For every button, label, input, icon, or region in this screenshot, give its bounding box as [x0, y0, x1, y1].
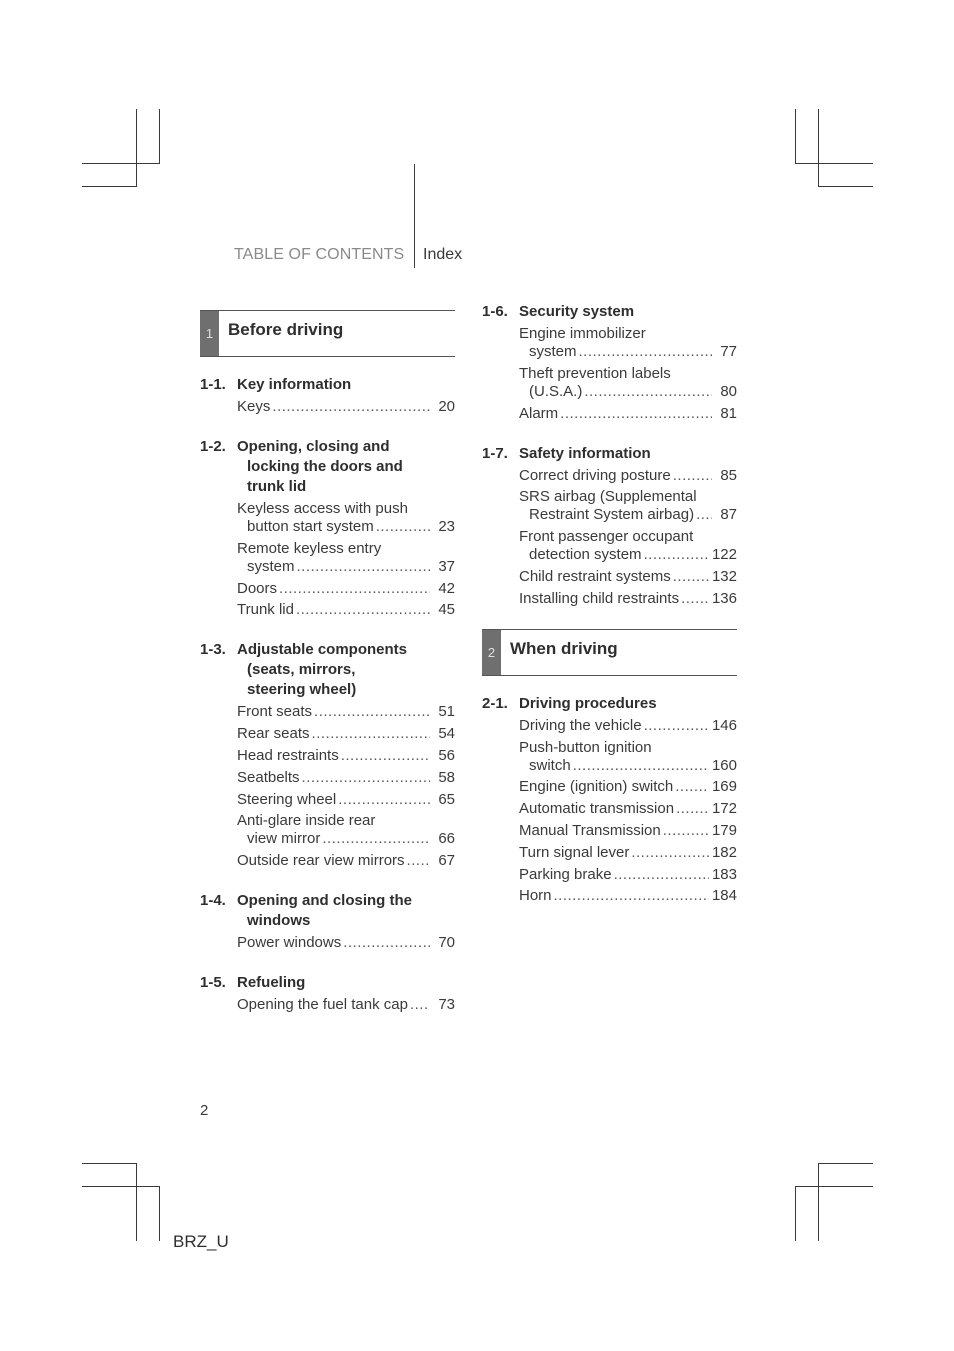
section-title-line: Opening and closing the	[237, 892, 413, 910]
toc-entry[interactable]	[200, 996, 455, 1014]
dot-leader	[579, 343, 712, 361]
page-ref: 85	[720, 466, 737, 484]
section-heading[interactable]	[482, 694, 737, 714]
dot-leader	[410, 996, 430, 1014]
entry-text-line: Front passenger occupant	[519, 528, 694, 546]
section-heading[interactable]	[482, 302, 737, 322]
index-link[interactable]: Index	[423, 246, 463, 263]
entry-text-line: Keyless access with push	[237, 500, 408, 517]
entry-text: system	[247, 557, 295, 575]
dot-leader	[673, 467, 712, 485]
section-title-line: Driving procedures	[519, 694, 657, 712]
section-title-line: trunk lid	[247, 478, 307, 495]
entry-row	[519, 800, 737, 818]
toc-entry[interactable]	[482, 528, 737, 564]
section-heading[interactable]	[482, 444, 737, 464]
toc-entry[interactable]	[200, 769, 455, 787]
dot-leader	[297, 558, 430, 576]
entry-row	[237, 747, 455, 765]
section-number: 1-2.	[200, 438, 226, 455]
chapter-number: 2	[482, 630, 501, 675]
toc-entry[interactable]	[200, 791, 455, 809]
page-ref: 37	[438, 557, 455, 575]
entry-row	[519, 383, 737, 401]
toc-section	[200, 640, 455, 870]
dot-leader	[676, 800, 709, 818]
toc-entry[interactable]	[482, 405, 737, 423]
chapter-number: 1	[200, 311, 219, 356]
entry-text: Engine (ignition) switch	[519, 778, 674, 796]
entry-text: view mirror	[247, 830, 321, 848]
section-title	[237, 437, 455, 497]
entry-text-line: Remote keyless entry	[237, 539, 382, 557]
entry-row	[237, 996, 455, 1014]
page-ref: 45	[438, 601, 455, 619]
dot-leader	[554, 887, 709, 905]
entry-text: Correct driving posture	[519, 466, 671, 484]
entry-row	[237, 791, 455, 809]
section-title	[519, 302, 737, 322]
entry-row	[237, 703, 455, 721]
section-number: 1-4.	[200, 892, 226, 910]
entry-row	[237, 769, 455, 787]
entry-text: Rear seats	[237, 725, 310, 743]
toc-section	[482, 302, 737, 423]
dot-leader	[302, 769, 430, 787]
toc-section	[200, 891, 455, 952]
entry-text: system	[529, 343, 577, 360]
page-ref: 179	[711, 821, 737, 839]
entry-row	[519, 822, 737, 840]
toc-entry[interactable]	[482, 800, 737, 818]
dot-leader	[663, 822, 709, 840]
entry-row	[519, 467, 737, 485]
entry-text: detection system	[529, 546, 642, 564]
section-title	[519, 444, 737, 464]
section-title-line: steering wheel)	[247, 681, 357, 699]
dot-leader	[343, 934, 430, 952]
toc-entry[interactable]	[482, 365, 737, 401]
section-title	[237, 640, 455, 700]
section-title-line: Refueling	[237, 974, 306, 992]
entry-text: Manual Transmission	[519, 821, 661, 839]
entry-row	[237, 580, 455, 598]
dot-leader	[341, 747, 430, 765]
entry-text: Trunk lid	[237, 601, 294, 619]
page-ref: 54	[438, 725, 455, 743]
page-ref: 169	[711, 778, 737, 796]
dot-leader	[644, 546, 709, 564]
page-ref: 184	[711, 887, 737, 905]
dot-leader	[338, 791, 430, 809]
dot-leader	[376, 518, 430, 536]
entry-row	[237, 725, 455, 743]
dot-leader	[312, 725, 430, 743]
toc-entry[interactable]	[200, 725, 455, 743]
dot-leader	[296, 601, 430, 619]
page-ref: 132	[711, 567, 737, 585]
entry-text: Seatbelts	[237, 768, 300, 786]
section-title-line: windows	[247, 912, 311, 930]
entry-row	[519, 506, 737, 524]
toc-entry[interactable]	[200, 398, 455, 416]
page-ref: 23	[438, 518, 455, 535]
dot-leader	[272, 398, 430, 416]
entry-text: Child restraint systems	[519, 567, 671, 585]
section-title	[519, 694, 737, 714]
page-ref: 51	[438, 703, 455, 721]
entry-text: Front seats	[237, 703, 313, 721]
toc-entry[interactable]	[482, 844, 737, 862]
dot-leader	[314, 703, 430, 721]
dot-leader	[631, 844, 709, 862]
entry-text-line: Theft prevention labels	[519, 364, 671, 382]
entry-row	[237, 830, 455, 848]
page-ref: 81	[720, 404, 737, 422]
toc-entry[interactable]	[200, 703, 455, 721]
toc-entry[interactable]	[482, 778, 737, 796]
entry-text-line: Anti-glare inside rear	[237, 812, 376, 830]
section-title	[237, 891, 455, 931]
page-ref: 182	[711, 843, 737, 861]
toc-right-column	[482, 302, 737, 926]
page-ref: 160	[711, 756, 737, 774]
entry-text: Parking brake	[519, 865, 612, 883]
toc-entry[interactable]	[482, 887, 737, 905]
entry-text: Turn signal lever	[519, 843, 630, 861]
entry-text-line: Engine immobilizer	[519, 325, 646, 342]
dot-leader	[673, 568, 709, 586]
page-ref: 183	[711, 865, 737, 883]
entry-text: Opening the fuel tank cap	[237, 996, 408, 1014]
dot-leader	[644, 717, 709, 735]
page-ref: 70	[438, 934, 455, 952]
section-number: 1-3.	[200, 641, 226, 659]
entry-row	[519, 546, 737, 564]
entry-row	[519, 778, 737, 796]
toc-entry[interactable]	[482, 822, 737, 840]
dot-leader	[560, 405, 712, 423]
toc-entry[interactable]	[482, 488, 737, 524]
entry-text: Outside rear view mirrors	[237, 852, 405, 870]
toc-left-column	[200, 310, 455, 1035]
section-title-line: Opening, closing and	[237, 438, 390, 455]
chapter-header[interactable]	[200, 310, 455, 357]
entry-row	[237, 934, 455, 952]
entry-text: Installing child restraints	[519, 589, 680, 607]
page-ref: 172	[711, 800, 737, 818]
toc-entry[interactable]	[482, 568, 737, 586]
entry-row	[519, 568, 737, 586]
dot-leader	[407, 852, 430, 870]
entry-text: Steering wheel	[237, 790, 337, 808]
entry-row	[519, 717, 737, 735]
page-ref: 56	[438, 746, 455, 764]
entry-row	[519, 887, 737, 905]
entry-text: Keys	[237, 398, 271, 415]
toc-entry[interactable]	[200, 500, 455, 536]
section-title	[237, 375, 455, 395]
toc-entry[interactable]	[200, 540, 455, 576]
entry-text: Head restraints	[237, 746, 339, 764]
page-ref: 87	[720, 506, 737, 524]
entry-row	[519, 866, 737, 884]
page-number: 2	[200, 1102, 209, 1119]
entry-row	[237, 852, 455, 870]
page-ref: 146	[711, 716, 737, 734]
entry-row	[519, 844, 737, 862]
toc-entry[interactable]	[482, 739, 737, 775]
page-ref: 65	[438, 790, 455, 808]
section-number: 1-1.	[200, 376, 226, 393]
entry-text: switch	[529, 756, 571, 774]
entry-row	[519, 757, 737, 775]
chapter-title: Before driving	[228, 320, 344, 339]
chapter-title: When driving	[510, 638, 618, 658]
toc-entry[interactable]	[482, 866, 737, 884]
toc-entry[interactable]	[200, 934, 455, 952]
section-number: 2-1.	[482, 694, 508, 712]
section-title-line: (seats, mirrors,	[247, 661, 356, 679]
page-ref: 77	[720, 343, 737, 360]
toc-entry[interactable]	[200, 601, 455, 619]
entry-row	[237, 398, 455, 416]
section-title-line: Adjustable components	[237, 641, 408, 659]
entry-row	[237, 518, 455, 536]
page-ref: 122	[711, 546, 737, 564]
section-heading[interactable]	[200, 640, 455, 700]
toc-section	[482, 444, 737, 608]
toc-entry[interactable]	[200, 812, 455, 848]
toc-section	[482, 694, 737, 906]
entry-text-line: Push-button ignition	[519, 738, 652, 756]
entry-text: button start system	[247, 518, 374, 535]
dot-leader	[681, 590, 709, 608]
section-number: 1-7.	[482, 444, 508, 462]
section-title-line: locking the doors and	[247, 458, 403, 475]
entry-text: (U.S.A.)	[529, 382, 583, 400]
entry-row	[519, 343, 737, 361]
entry-text-line: SRS airbag (Supplemental	[519, 488, 697, 506]
section-title	[237, 973, 455, 993]
section-heading[interactable]	[200, 891, 455, 931]
model-code: BRZ_U	[173, 1232, 229, 1251]
entry-row	[237, 601, 455, 619]
dot-leader	[614, 866, 709, 884]
section-title-line: Security system	[519, 303, 635, 320]
dot-leader	[279, 580, 430, 598]
toc-entry[interactable]	[200, 852, 455, 870]
page-ref: 20	[438, 398, 455, 415]
toc-entry[interactable]	[200, 580, 455, 598]
toc-entry[interactable]	[482, 325, 737, 361]
toc-link[interactable]: TABLE OF CONTENTS	[234, 246, 405, 263]
page-ref: 58	[438, 768, 455, 786]
toc-section	[200, 973, 455, 1014]
dot-leader	[573, 757, 709, 775]
toc-entry[interactable]	[482, 467, 737, 485]
section-list	[482, 694, 737, 906]
page-ref: 66	[438, 830, 455, 848]
toc-section	[200, 437, 455, 619]
entry-row	[519, 590, 737, 608]
dot-leader	[584, 383, 712, 401]
chapter-header[interactable]	[482, 629, 737, 676]
section-number: 1-5.	[200, 974, 226, 992]
page-ref: 136	[711, 589, 737, 607]
dot-leader	[322, 830, 430, 848]
section-heading[interactable]	[200, 375, 455, 395]
page-ref: 73	[438, 996, 455, 1014]
section-list	[200, 375, 455, 1014]
section-title-line: Key information	[237, 376, 352, 393]
page-ref: 42	[438, 579, 455, 597]
entry-text: Alarm	[519, 404, 559, 422]
page-ref: 67	[438, 852, 455, 870]
dot-leader	[675, 778, 709, 796]
entry-text: Power windows	[237, 934, 342, 952]
header-divider	[414, 164, 415, 268]
dot-leader	[696, 506, 712, 524]
toc-entry[interactable]	[482, 590, 737, 608]
section-heading[interactable]	[200, 973, 455, 993]
section-list	[482, 302, 737, 608]
toc-section	[200, 375, 455, 416]
entry-text: Restraint System airbag)	[529, 506, 695, 524]
entry-row	[237, 558, 455, 576]
section-title-line: Safety information	[519, 444, 651, 462]
section-heading[interactable]	[200, 437, 455, 497]
entry-text: Automatic transmission	[519, 800, 675, 818]
entry-row	[519, 405, 737, 423]
entry-text: Doors	[237, 579, 278, 597]
toc-entry[interactable]	[200, 747, 455, 765]
page-ref: 80	[720, 382, 737, 400]
entry-text: Horn	[519, 887, 552, 905]
entry-text: Driving the vehicle	[519, 716, 642, 734]
toc-entry[interactable]	[482, 717, 737, 735]
section-number: 1-6.	[482, 303, 508, 320]
